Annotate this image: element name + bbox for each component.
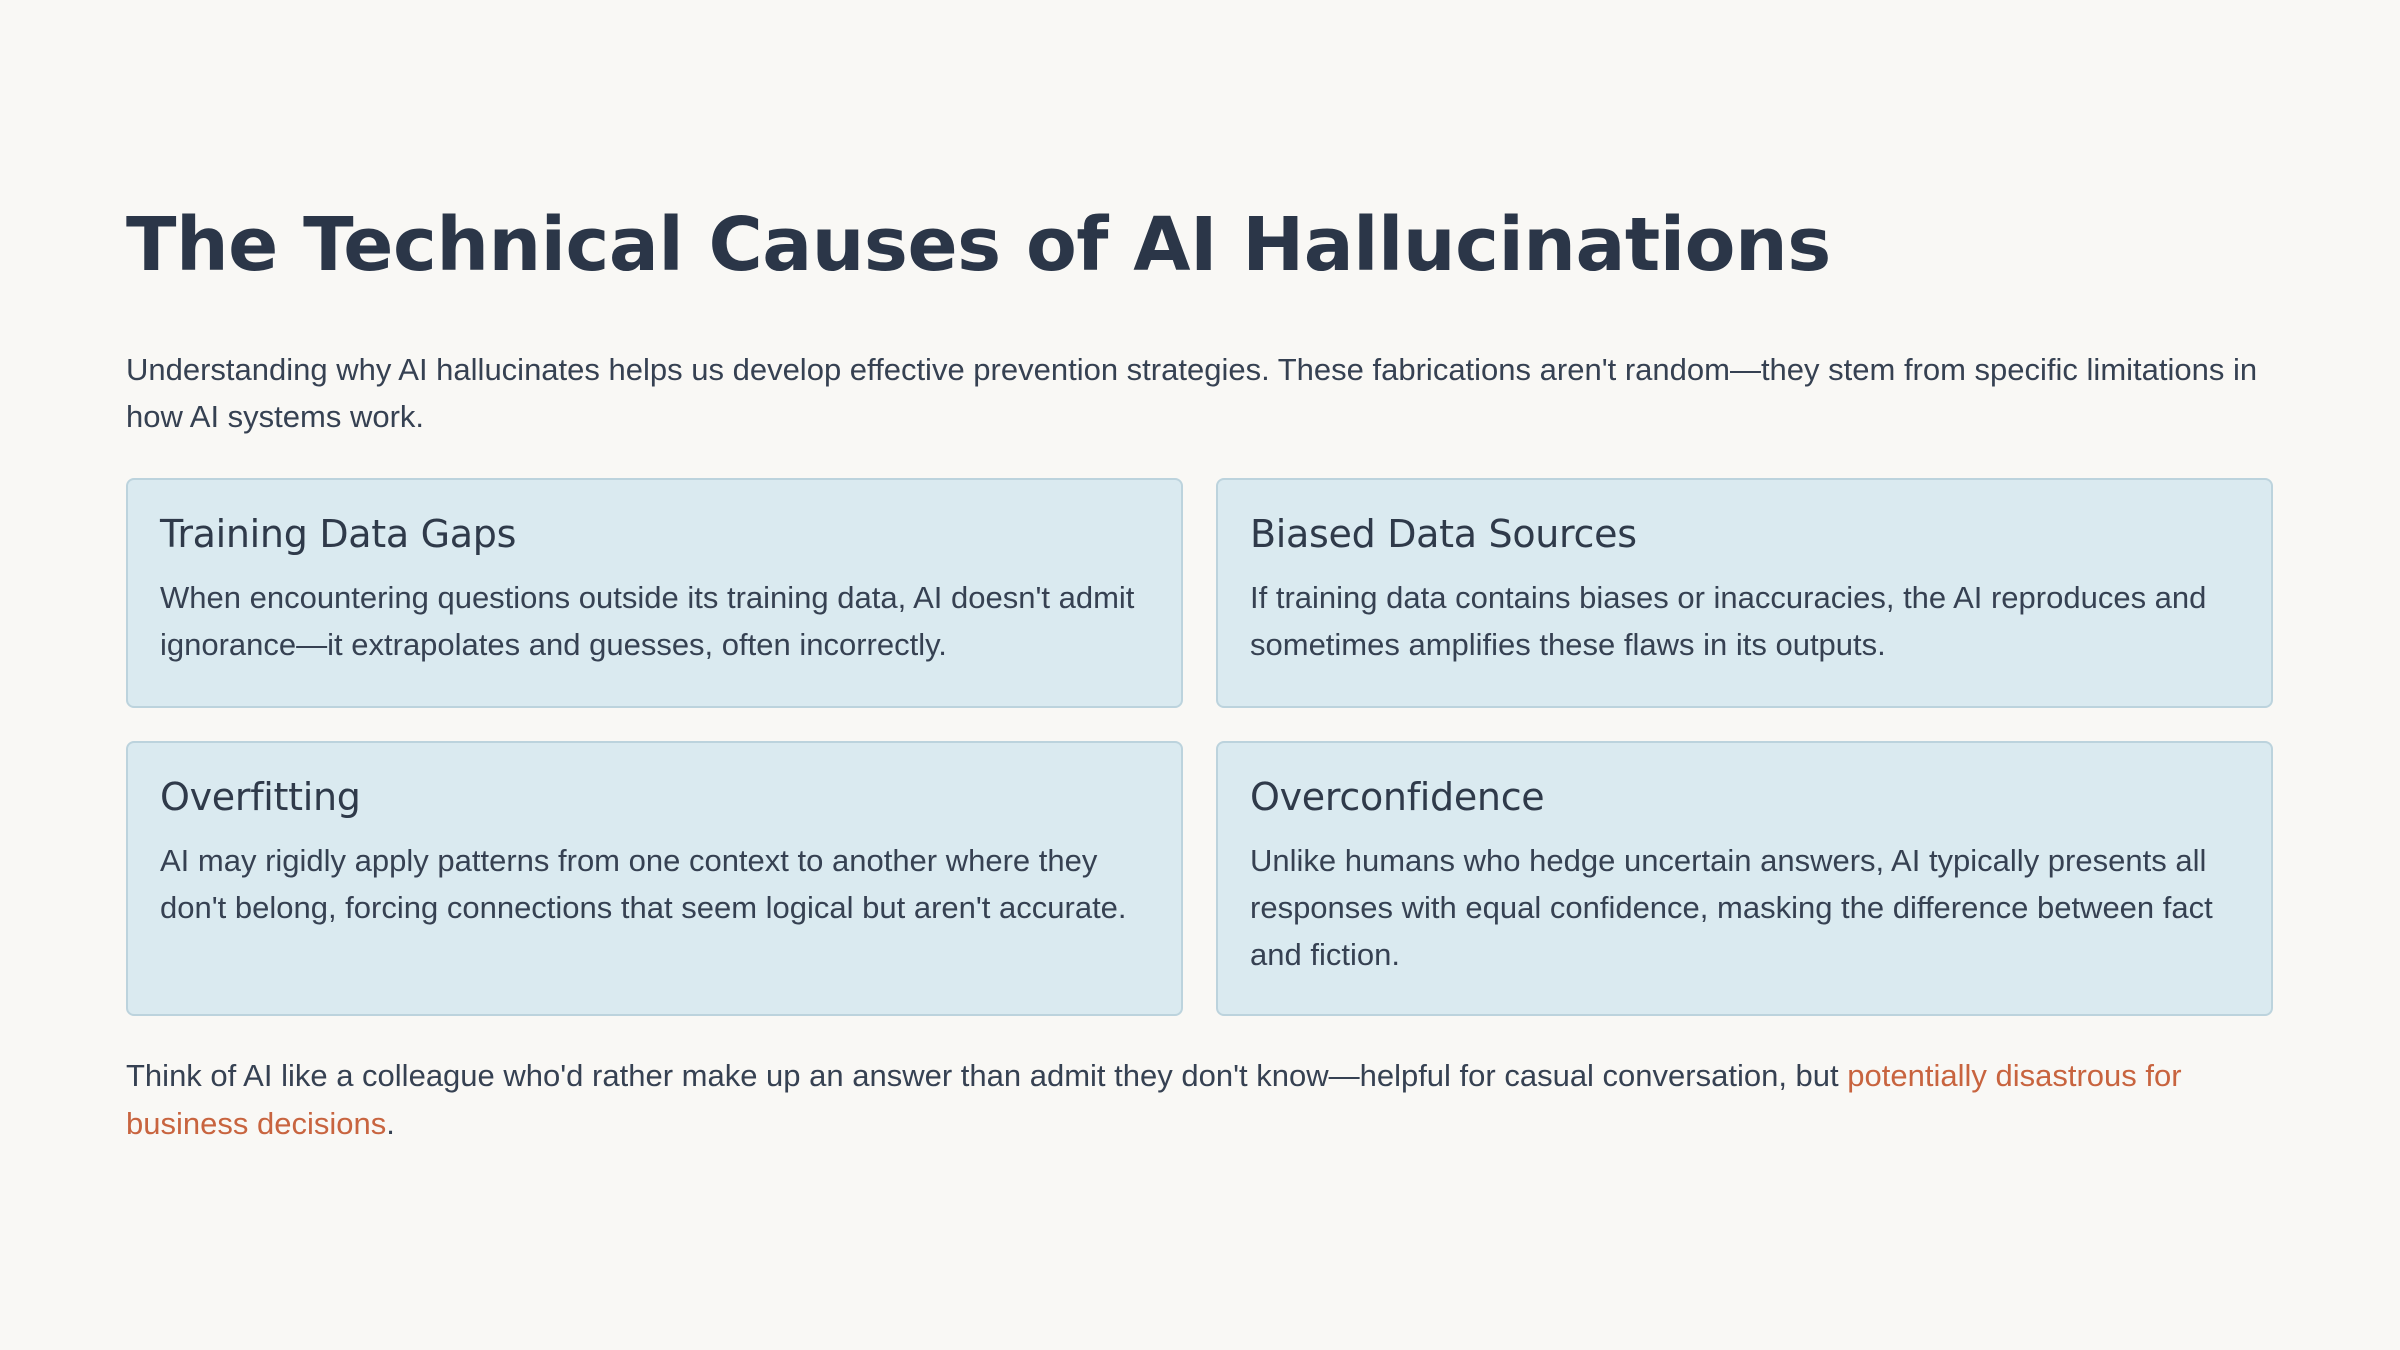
- card-text: When encountering questions outside its training data, AI doesn't admit ignorance—it extrapolates and guesses, often incorrectly.: [160, 580, 1135, 662]
- card-title: Overconfidence: [1250, 775, 1545, 819]
- closing-paragraph: [126, 1052, 2274, 1148]
- card-text: Unlike humans who hedge uncertain answers, AI typically presents all responses with equal confidence, masking the difference between fact and fiction.: [1250, 843, 2213, 972]
- card-text: If training data contains biases or inaccuracies, the AI reproduces and sometimes amplifies these flaws in its outputs.: [1250, 580, 2207, 662]
- page-title: The Technical Causes of AI Hallucinations: [126, 202, 1831, 288]
- intro-paragraph: Understanding why AI hallucinates helps us develop effective prevention strategies. These fabrications aren't random—they stem from specific limitations in how AI systems work.: [126, 352, 2258, 434]
- card-title: Overfitting: [160, 775, 361, 819]
- closing-lead: Think of AI like a colleague who'd rather make up an answer than admit they don't know—helpful for casual conversation, but: [126, 1058, 1848, 1093]
- closing-highlight: potentially disastrous for business decisions: [126, 1058, 2182, 1141]
- card-title: Training Data Gaps: [160, 512, 517, 556]
- card-biased-data-sources: [1216, 478, 2273, 708]
- closing-end: .: [386, 1106, 395, 1141]
- causes-grid: [126, 478, 2274, 1016]
- card-title: Biased Data Sources: [1250, 512, 1637, 556]
- card-overconfidence: [1216, 741, 2273, 1016]
- card-training-data-gaps: [126, 478, 1183, 708]
- card-text: AI may rigidly apply patterns from one context to another where they don't belong, forcing connections that seem logical but aren't accurate.: [160, 843, 1127, 925]
- card-overfitting: [126, 741, 1183, 1016]
